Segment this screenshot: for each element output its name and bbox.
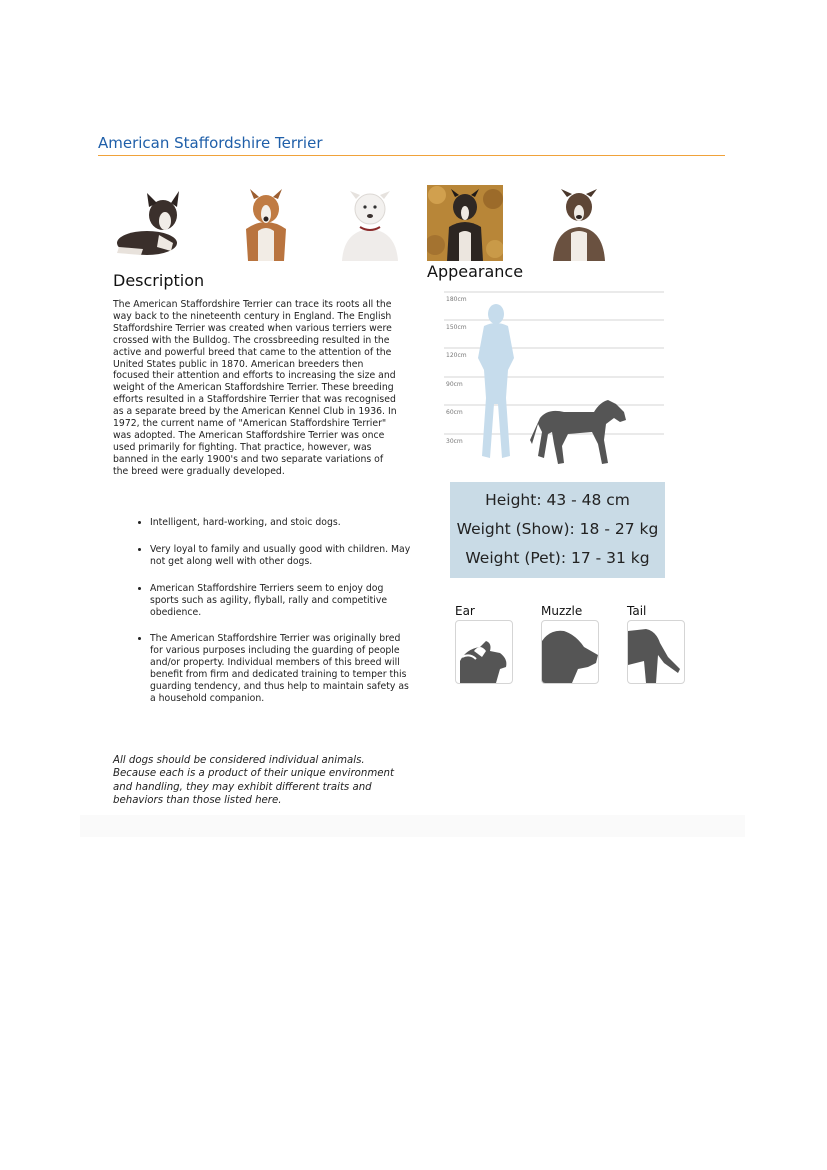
height-stat: Height: 43 - 48 cm	[485, 491, 630, 509]
size-stats-box	[450, 482, 665, 578]
weight-show-stat: Weight (Show): 18 - 27 kg	[456, 520, 659, 538]
scale-label: 90cm	[446, 381, 463, 388]
traits-list	[128, 517, 415, 720]
scale-label: 120cm	[446, 352, 467, 359]
tail-label: Tail	[627, 604, 647, 618]
list-item: • Very loyal to family and usually good with children. May not get along well with other dogs.	[150, 544, 415, 568]
description-heading: Description	[113, 271, 205, 290]
dog-brindle-portrait-photo	[541, 185, 617, 261]
list-item: • Intelligent, hard-working, and stoic dogs.	[150, 517, 415, 529]
page-title: American Staffordshire Terrier	[98, 134, 323, 152]
scale-label: 150cm	[446, 324, 467, 331]
list-item: • American Staffordshire Terriers seem to enjoy dog sports such as agility, flyball, rally and competitive obedience.	[150, 583, 415, 619]
disclaimer-note: All dogs should be considered individual animals. Because each is a product of their unique environment and handling, they may exhibit different traits and behaviors than those listed here.	[113, 755, 394, 807]
scale-label: 60cm	[446, 409, 463, 416]
appearance-heading: Appearance	[427, 262, 524, 281]
dog-silhouette-icon	[530, 400, 626, 464]
ear-silhouette-icon	[455, 620, 513, 684]
dog-autumn-leaves-photo	[427, 185, 503, 261]
muzzle-label: Muzzle	[541, 604, 583, 618]
dog-lying-photo	[113, 185, 189, 261]
weight-pet-stat: Weight (Pet): 17 - 31 kg	[465, 549, 650, 567]
list-item: • The American Staffordshire Terrier was originally bred for various purposes including the guarding of people and/or property. Individual members of this breed will benefit from firm and dedicated training to temper this guarding tendency, and thus help to maintain safety as a household companion.	[150, 633, 415, 704]
scale-label: 180cm	[446, 296, 467, 303]
size-comparison-chart	[444, 288, 670, 470]
description-text: The American Staffordshire Terrier can trace its roots all the way back to the nineteenth century in England. The English Staffordshire Terrier was created when various terriers were crossed with the Bulldog. The crossbreeding resulted in the active and powerful breed that came to the attention of the United States public in 1870. American breeders then focused their attention and efforts to increasing the size and weight of the American Staffordshire Terrier. These breeding efforts resulted in a Staffordshire Terrier that was recognised as a separate breed by the American Kennel Club in 1936. In 1972, the current name of "American Staffordshire Terrier" was adopted. The American Staffordshire Terrier was once used primarily for fighting. That practice, however, was banned in the early 1900's and two separate variations of the breed were gradually developed.	[113, 299, 397, 477]
ear-label: Ear	[455, 604, 475, 618]
muzzle-silhouette-icon	[541, 620, 599, 684]
dog-sitting-tan-white-photo	[228, 185, 304, 261]
human-silhouette-icon	[478, 304, 514, 458]
tail-silhouette-icon	[627, 620, 685, 684]
scale-label: 30cm	[446, 438, 463, 445]
title-divider	[98, 155, 725, 156]
dog-white-portrait-photo	[332, 185, 408, 261]
footer-band	[80, 815, 745, 837]
